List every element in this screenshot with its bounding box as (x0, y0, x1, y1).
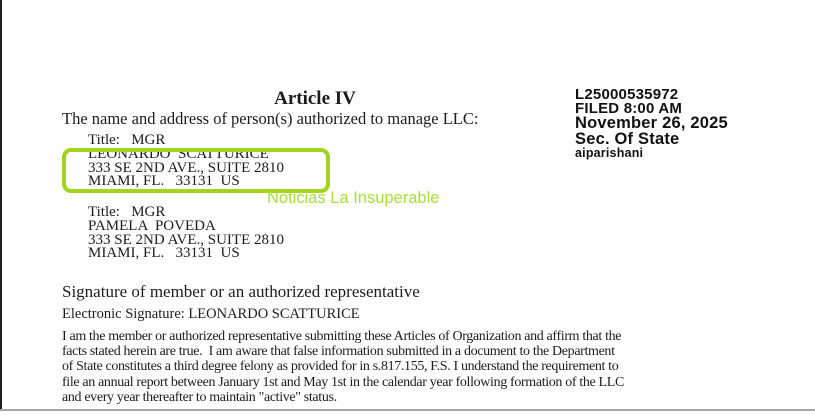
manager-title-line: Title: MGR (88, 204, 166, 220)
manager-block-2 (88, 206, 284, 261)
stamp-document-number: L25000535972 (575, 86, 679, 103)
stamp-clerk-name: aiparishani (575, 146, 644, 160)
stamp-filed-time: FILED 8:00 AM (575, 100, 683, 117)
page-bottom-border (0, 409, 815, 411)
manager-title-line: Title: MGR (88, 132, 166, 148)
affirmation-line: I am the member or authorized representative submitting these Articles of Organization and affirm that the (62, 329, 622, 344)
highlight-box (62, 145, 330, 193)
manager-city-line: MIAMI, FL. 33131 US (88, 245, 240, 262)
manager-name: PAMELA POVEDA (88, 217, 216, 234)
electronic-signature-line: Electronic Signature: LEONARDO SCATTURICE (62, 306, 360, 322)
signature-heading: Signature of member or an authorized representative (62, 282, 420, 301)
filing-stamp (575, 88, 728, 160)
manager-address: 333 SE 2ND AVE., SUITE 2810 (88, 159, 284, 176)
stamp-office: Sec. Of State (575, 129, 680, 148)
watermark-text: Noticias La Insuperable (267, 189, 440, 207)
intro-line: The name and address of person(s) authorized to manage LLC: (62, 109, 479, 128)
affirmation-line: facts stated herein are true. I am aware that false information submitted in a document to the Department (62, 344, 615, 360)
page-left-border (0, 0, 2, 410)
stamp-filed-date: November 26, 2025 (575, 114, 728, 132)
manager-name: LEONARDO SCATTURICE (88, 145, 269, 162)
manager-city-line: MIAMI, FL. 33131 US (88, 173, 240, 190)
affirmation-line: and every year thereafter to maintain "active" status. (62, 389, 337, 405)
affirmation-line: file an annual report between January 1st and May 1st in the calendar year following formation of the LLC (62, 374, 624, 390)
article-title: Article IV (274, 88, 356, 109)
affirmation-line: of State constitutes a third degree felony as provided for in s.817.155, F.S. I understand the requirement to (62, 359, 619, 375)
manager-address: 333 SE 2ND AVE., SUITE 2810 (88, 231, 284, 248)
affirmation-paragraph (62, 329, 624, 405)
